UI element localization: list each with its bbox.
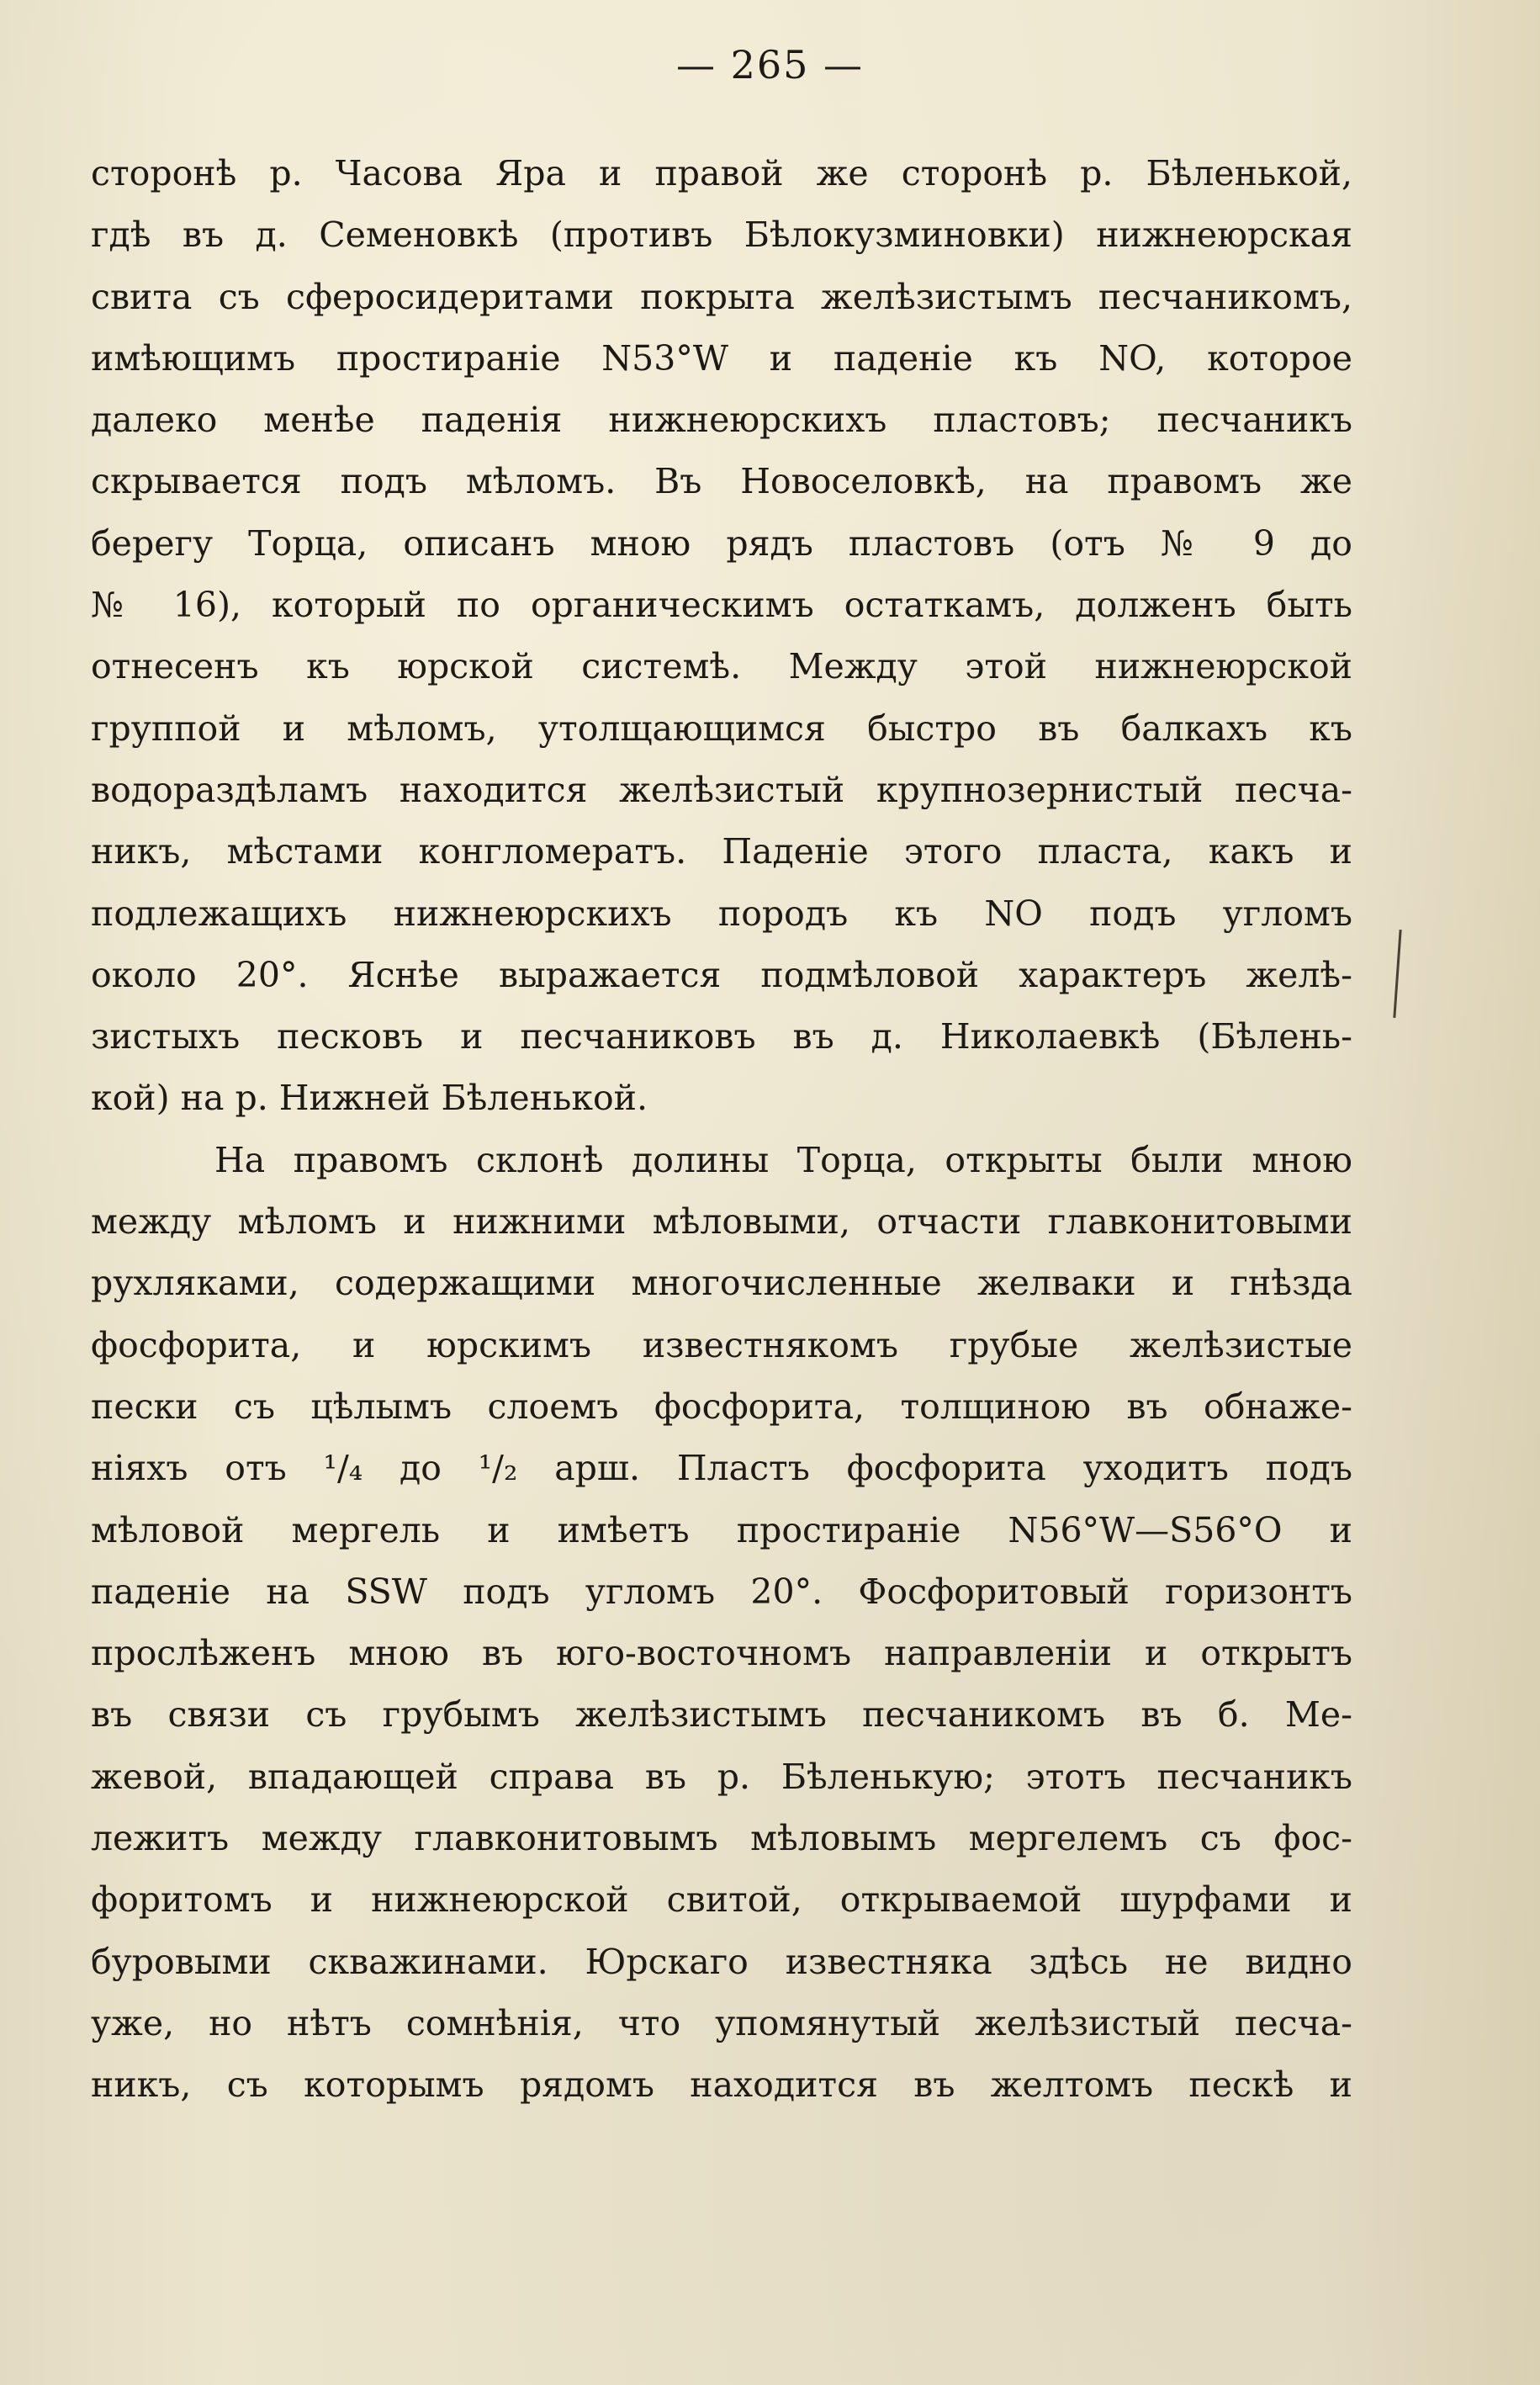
text-line: пески съ цѣлымъ слоемъ фосфорита, толщиною въ обнаже-	[91, 1386, 1352, 1427]
text-line: около 20°. Яснѣе выражается подмѣловой характеръ желѣ-	[91, 954, 1352, 995]
text-line: никъ, съ которымъ рядомъ находится въ желтомъ пескѣ и	[91, 2064, 1352, 2106]
text-line: зистыхъ песковъ и песчаниковъ въ д. Николаевкѣ (Бѣлень-	[91, 1016, 1352, 1057]
text-line: паденіе на SSW подъ угломъ 20°. Фосфоритовый горизонтъ	[91, 1571, 1352, 1612]
text-line: въ связи съ грубымъ желѣзистымъ песчаникомъ въ б. Ме-	[91, 1694, 1352, 1736]
margin-pencil-mark	[1393, 930, 1401, 1018]
text-line: № 16), который по органическимъ остаткамъ, долженъ быть	[91, 585, 1352, 626]
text-line: лежитъ между главконитовымъ мѣловымъ мергелемъ съ фос-	[91, 1818, 1352, 1859]
text-line: свита съ сферосидеритами покрыта желѣзистымъ песчаникомъ,	[91, 276, 1352, 317]
text-line: сторонѣ р. Часова Яра и правой же сторонѣ р. Бѣленькой,	[91, 153, 1352, 193]
text-line: фосфорита, и юрскимъ известнякомъ грубые желѣзистые	[91, 1324, 1352, 1365]
text-line: далеко менѣе паденія нижнеюрскихъ пластовъ; песчаникъ	[91, 400, 1352, 441]
text-line-paragraph-end: кой) на р. Нижней Бѣленькой.	[91, 1078, 648, 1119]
text-line: водораздѣламъ находится желѣзистый крупнозернистый песча-	[91, 769, 1352, 810]
text-line: скрывается подъ мѣломъ. Въ Новоселовкѣ, на правомъ же	[91, 461, 1352, 502]
text-line: мѣловой мергель и имѣетъ простираніе N56°W—S56°O и	[91, 1509, 1352, 1550]
text-line: никъ, мѣстами конгломератъ. Паденіе этого пласта, какъ и	[91, 831, 1352, 872]
body-text	[91, 143, 1352, 2117]
text-line: отнесенъ къ юрской системѣ. Между этой нижнеюрской	[91, 646, 1352, 687]
text-line: группой и мѣломъ, утолщающимся быстро въ балкахъ къ	[91, 708, 1352, 749]
text-line: между мѣломъ и нижними мѣловыми, отчасти главконитовыми	[91, 1201, 1352, 1243]
text-line: берегу Торца, описанъ мною рядъ пластовъ (отъ № 9 до	[91, 522, 1352, 564]
text-line: буровыми скважинами. Юрскаго известняка здѣсь не видно	[91, 1941, 1352, 1982]
text-line: форитомъ и нижнеюрской свитой, открываемой шурфами и	[91, 1879, 1352, 1921]
text-line: ніяхъ отъ ¹/₄ до ¹/₂ арш. Пластъ фосфорита уходитъ подъ	[91, 1448, 1352, 1489]
text-line: имѣющимъ простираніе N53°W и паденіе къ NO, которое	[91, 337, 1352, 379]
text-line: гдѣ въ д. Семеновкѣ (противъ Бѣлокузминовки) нижнеюрская	[91, 215, 1352, 256]
text-line-paragraph-start: На правомъ склонѣ долины Торца, открыты были мною	[214, 1139, 1352, 1180]
text-line: жевой, впадающей справа въ р. Бѣленькую; этотъ песчаникъ	[91, 1756, 1352, 1797]
text-line: прослѣженъ мною въ юго-восточномъ направленіи и открытъ	[91, 1633, 1352, 1674]
text-line: рухляками, содержащими многочисленные желваки и гнѣзда	[91, 1263, 1352, 1304]
text-line: уже, но нѣтъ сомнѣнія, что упомянутый желѣзистый песча-	[91, 2002, 1352, 2043]
page-number: — 265 —	[675, 42, 865, 87]
text-line: подлежащихъ нижнеюрскихъ породъ къ NO подъ угломъ	[91, 893, 1352, 934]
